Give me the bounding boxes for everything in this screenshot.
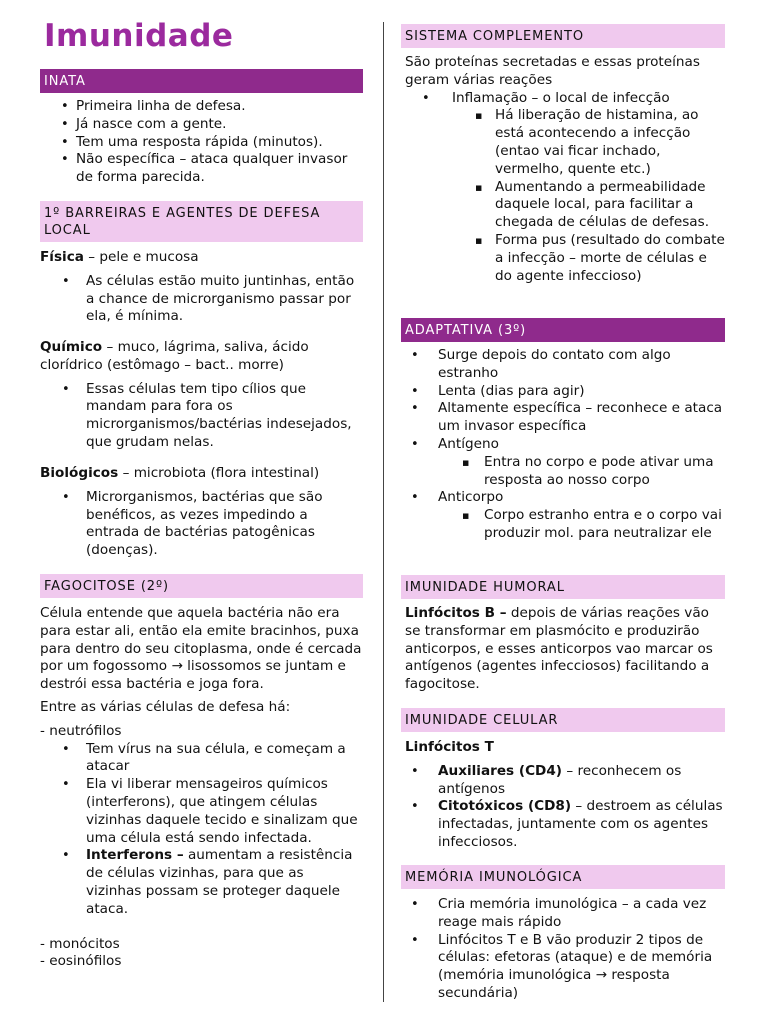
list-item: • Surge depois do contato com algo estranho [401,347,725,383]
list-item: • Ela vi liberar mensageiros químicos (interferons), que atingem células vizinhas daquele tecido e sinalizam que uma célula está sendo infectada. [40,776,363,847]
biologicos-list [40,489,363,560]
list-item: • Anticorpo [401,489,725,507]
fisica-block [40,249,363,326]
interferons-desc: aumentam a resistência de células vizinhas, para que as vizinhas possam se proteger daquele ataca. [86,847,353,917]
complemento-block [401,54,725,285]
quimico-list [40,381,363,452]
list-item: • Primeira linha de defesa. [40,98,363,116]
neutrofilos-label: - neutrófilos [40,722,122,739]
list-item: • Altamente específica – reconhece e ataca um invasor específica [401,400,725,436]
citotoxicos-term: Citotóxicos (CD8) [438,798,572,815]
list-item: • Já nasce com a gente. [40,116,363,134]
complemento-list [401,90,725,286]
fagocitose-block [40,605,363,971]
eosinofilos-label: - eosinófilos [40,953,122,970]
list-item: • Cria memória imunológica – a cada vez reage mais rápido [401,896,725,932]
linfocitos-b-term: Linfócitos B – [405,605,507,621]
column-divider [383,22,384,1002]
quimico-desc: – muco, lágrima, saliva, ácido clorídrico (estômago – bact.. morre) [40,339,309,373]
section-header-fagocitose: FAGOCITOSE (2º) [40,574,363,598]
list-item: ▪ Entra no corpo e pode ativar uma resposta ao nosso corpo [401,454,725,490]
adaptativa-list [401,347,725,543]
interferons-term: Interferons – [86,847,184,864]
section-header-adaptativa: ADAPTATIVA (3º) [401,318,725,342]
fisica-desc: – pele e mucosa [83,249,199,265]
auxiliares-term: Auxiliares (CD4) [438,762,563,779]
linfocitos-t-title: Linfócitos T [405,739,494,755]
section-header-inata: INATA [40,69,363,93]
fisica-list [40,273,363,326]
section-header-humoral: IMUNIDADE HUMORAL [401,575,725,599]
biologicos-block [40,465,363,560]
page-title: Imunidade [44,18,234,54]
memoria-list [401,896,725,1003]
list-item [401,798,725,851]
quimico-term: Químico [40,339,103,355]
list-item [40,847,363,918]
list-item: • Tem vírus na sua célula, e começam a atacar [40,741,363,777]
list-item: ▪ Aumentando a permeabilidade daquele local, para facilitar a chegada de células de defesas. [401,179,725,232]
list-item: • Essas células tem tipo cílios que mandam para fora os microrganismos/bactérias indesejados, que grudam nelas. [40,381,363,452]
fagocitose-intro: Entre as várias células de defesa há: [40,698,291,715]
inata-list [40,98,363,187]
celular-block [401,739,725,852]
list-item: • As células estão muito juntinhas, então a chance de microrganismo passar por ela, é mínima. [40,273,363,326]
section-header-complemento: SISTEMA COMPLEMENTO [401,24,725,48]
list-item: ▪ Corpo estranho entra e o corpo vai produzir mol. para neutralizar ele [401,507,725,543]
auxiliares-desc: – reconhecem os antígenos [438,762,682,797]
list-item: • Linfócitos T e B vão produzir 2 tipos de células: efetoras (ataque) e de memória (memória imunológica → resposta secundária) [401,932,725,1003]
list-item: • Microrganismos, bactérias que são benéficos, as vezes impedindo a entrada de bactérias patogênicas (doenças). [40,489,363,560]
list-item: • Antígeno [401,436,725,454]
biologicos-term: Biológicos [40,465,119,481]
list-item: ▪ Há liberação de histamina, ao está acontecendo a infecção (entao vai ficar inchado, vermelho, quente etc.) [401,107,725,178]
list-item: ▪ Forma pus (resultado do combate a infecção – morte de células e do agente infeccioso) [401,232,725,285]
list-item [401,763,725,799]
fagocitose-paragraph: Célula entende que aquela bactéria não era para estar ali, então ela emite bracinhos, puxa para dentro do seu citoplasma, onde é cercada por um fogossomo → lisossomos se juntam e destrói essa bactéria e joga fora. [40,605,362,693]
monocitos-label: - monócitos [40,935,120,952]
linfocitos-b-desc: depois de várias reações vão se transformar em plasmócito e produzirão anticorpos, e esses anticorpos vao marcar os antígenos (agentes infecciosos) facilitando a fagocitose. [405,605,713,693]
celular-list [401,763,725,852]
inflamacao-label: Inflamação – o local de infecção [452,89,670,106]
section-header-barreiras: 1º BARREIRAS E AGENTES DE DEFESA LOCAL [40,201,363,242]
list-item [401,90,725,108]
list-item: • Lenta (dias para agir) [401,383,725,401]
biologicos-desc: – microbiota (flora intestinal) [118,465,320,481]
complemento-intro: São proteínas secretadas e essas proteínas geram várias reações [405,54,700,88]
section-header-celular: IMUNIDADE CELULAR [401,708,725,732]
humoral-block [401,605,725,694]
section-header-memoria: MEMÓRIA IMUNOLÓGICA [401,865,725,889]
inata-block [40,98,363,187]
list-item: • Tem uma resposta rápida (minutos). [40,134,363,152]
neutrofilos-list [40,741,363,919]
memoria-block [401,896,725,1003]
citotoxicos-desc: – destroem as células infectadas, juntamente com os agentes infecciosos. [438,798,723,850]
quimico-block [40,339,363,452]
fisica-term: Física [40,249,84,265]
list-item: • Não específica – ataca qualquer invasor de forma parecida. [40,151,363,187]
adaptativa-block [401,347,725,543]
